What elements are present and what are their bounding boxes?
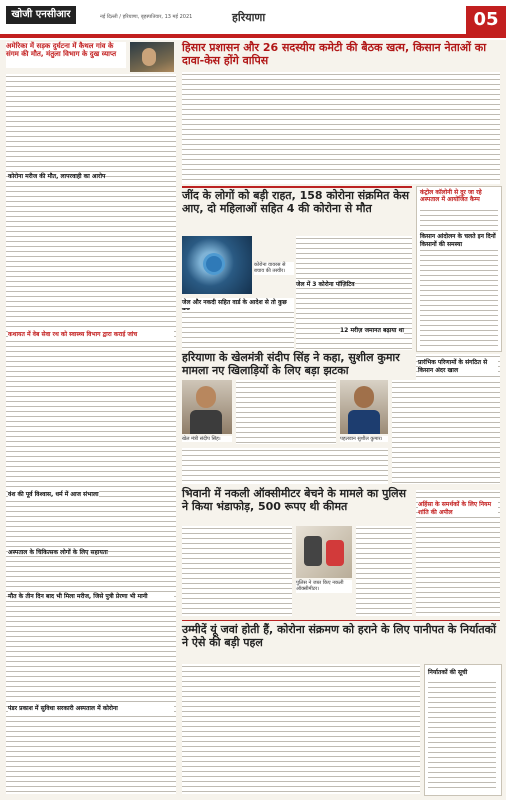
left-subhead-6: पंडर प्रकाश में सुविधा सरकारी अस्पताल में कोरोना — [8, 704, 174, 712]
jind-headline: जींद के लोगों को बड़ी राहत, 158 कोरोना संक्रमित केस आए, दो महिलाओं सहित 4 की कोरोना से मौत — [182, 189, 410, 215]
oximeter-photo-caption: पुलिस ने जब्त किए नकली ऑक्सीमीटर। — [296, 580, 352, 593]
panipat-rule — [182, 620, 500, 621]
right-subhead-1: किसान आंदोलन के चलते इन दिनों किसानों की समस्या — [420, 232, 498, 248]
right-subhead-2: प्रारंभिक परिणामों के संगठित से किसान अंदर खाल — [418, 358, 498, 374]
lead-headline: हिसार प्रशासन और 26 सदस्यीय कमेटी की बैठक खत्म, किसान नेताओं का दावा-केस होंगे वापिस — [182, 41, 487, 67]
sandeep-singh-photo — [182, 380, 232, 434]
jind-side-heading: जेल में 3 कोरोना पॉज़िटिव — [296, 281, 355, 288]
page-number: 05 — [466, 6, 506, 34]
wrestling-story-text — [236, 380, 336, 444]
jind-photo-caption: कोरोना वायरस से बचाव की तस्वीर। — [254, 262, 294, 275]
jind-rule — [182, 186, 412, 188]
left-subhead-4: अस्पताल के चिकित्सक लोगों के लिए सहायता — [8, 549, 108, 556]
left-subhead-5: मौत के तीन दिन बाद भी मिला मरीज, जिसे पुत्री प्रेरणा भी मानी — [8, 592, 174, 600]
right-bottom-heading: अहिंसा के समर्थकों के लिए नियम शांति की अपील — [418, 500, 498, 516]
sushil-kumar-photo — [340, 380, 388, 434]
oximeter-story-text — [182, 526, 292, 616]
wrestling-story-text-2 — [392, 380, 500, 484]
masthead-meta: नई दिल्ली / हरियाणा, बृहस्पतिवार, 13 मई 2021 — [100, 14, 193, 20]
paper-logo: खोजी एनसीआर — [6, 6, 76, 24]
oximeter-story-text-2 — [356, 526, 412, 616]
right-column-text — [420, 208, 498, 348]
left-subhead-1: कोरोना मरीज की मौत, लापरवाही का आरोप — [8, 173, 106, 180]
right-column-headline: कंट्रोल कॉलोनी से दूर जा रहे अस्पताल में आयोजित कैम्प — [420, 189, 482, 203]
left-subhead-2: कथायत में वेब सेवा रथ को स्वास्थ्य विभाग द्वारा कराई जांच — [8, 330, 174, 338]
left-column-text — [6, 74, 176, 794]
jind-photo — [182, 236, 252, 294]
sandeep-photo-caption: खेल मंत्री संदीप सिंह। — [182, 436, 232, 442]
left-column-headline: अमेरिका में सड़क दुर्घटना में कैथल गांव के संगम की मौत, मंतुला विभाग के दुख व्याप्त — [6, 42, 126, 68]
exporters-list — [428, 680, 496, 790]
jind-subhead: जेल और नकदी सहित वार्ड के आदेश से तो कुछ — [182, 298, 294, 314]
left-column-photo — [130, 42, 174, 72]
jind-story-text — [182, 310, 294, 350]
exporters-list-heading: निर्यातकों की सूची — [428, 669, 468, 676]
masthead-band — [0, 34, 506, 38]
oximeter-headline: भिवानी में नकली ऑक्सीमीटर बेचने के मामले का पुलिस ने किया भंडाफोड़, 500 रूपए थी कीमत — [182, 487, 407, 513]
panipat-headline: उम्मीदें यूं जवां होती हैं, कोरोना संक्रमण को हराने के लिए पानीपत के निर्यातकों ने ऐसे की बड़ी पहल — [182, 623, 496, 649]
jind-mid-heading: 12 मरीज़ जमानत बढ़ाया था — [340, 327, 404, 334]
section-title: हरियाणा — [232, 11, 266, 24]
wrestling-story-text-3 — [182, 448, 388, 484]
panipat-story-text — [182, 664, 420, 794]
sushil-photo-caption: पहलवान सुशील कुमार। — [340, 436, 388, 442]
lead-story-text — [182, 72, 500, 184]
left-subhead-3: वंश की पूर्व विश्वास, धर्म में आज संभाला — [8, 491, 99, 498]
wrestling-headline: हरियाणा के खेलमंत्री संदीप सिंह ने कहा, सुशील कुमार मामला नए खिलाड़ियों के लिए बड़ा झटका — [182, 351, 400, 377]
oximeter-photo — [296, 526, 352, 578]
